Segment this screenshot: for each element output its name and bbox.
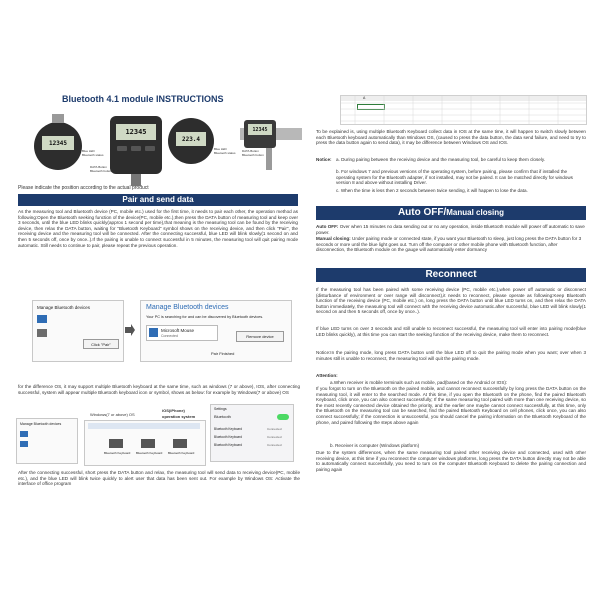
- win-manage-screen: [16, 418, 78, 464]
- mouse-row[interactable]: [146, 325, 218, 341]
- notice-b: b. For windows 7 and previous versions of the operating system, before pairing, please confirm that if installed the operating system for the Bluetooth adapter, if not installed, may not be paired. It can be matched directly for windows version 8 and above without installing Driver.: [336, 169, 573, 186]
- sheet-col-a: A: [363, 96, 366, 100]
- notice-a: a. During pairing between the receiving device and the measuring tool, be careful to keep them closely.: [336, 157, 546, 162]
- win-dev-1: [20, 431, 28, 437]
- device3-label: Blue LED Bluetooth status: [214, 147, 236, 155]
- ios-kb-2: Bluetooth Keyboard: [214, 435, 242, 439]
- ios-kb-3: Bluetooth Keyboard: [214, 443, 242, 447]
- kb-label-2: Bluetooth Keyboard: [136, 451, 163, 455]
- manual-para: [316, 236, 586, 253]
- section-os-body: for the difference OS, it may support multiple Bluetooth keyboard at the same time, such as windows (7 or above), IOS, after connecting successful, system will appear multiple Bluetooth keyboard icon or symbol, shows as below: for example by Windows(7 or above) OS: [18, 384, 300, 395]
- attention-label: Attention:: [316, 373, 338, 378]
- manage-title: Manage Bluetooth devices: [37, 305, 91, 310]
- attention-b: b. Receiver is computer (Windows platform): [330, 443, 420, 448]
- device-tile: [37, 315, 47, 323]
- caliper-jaw: [266, 148, 272, 170]
- dial-stem: [52, 114, 64, 123]
- ios-bt-label: Bluetooth: [214, 414, 231, 419]
- manual-closing-title: Manual closing: [446, 208, 505, 217]
- ios-settings-label: Settings: [214, 407, 227, 411]
- arrow-area: [125, 300, 135, 360]
- auto-off-body: Over when 15 minutes no data sending out or no any operation, inside Bluetooth module will power off automatic to save power.: [316, 224, 585, 235]
- mouse-status: Connected: [161, 334, 178, 338]
- notice-label: Notice:: [316, 157, 332, 162]
- reconnect-p1: If the measuring tool has been paired with some receiving device (PC, mobile etc.),when power off automatic or disconnect (disturbance of environment or over range will disconnect),it needs to reconnect, please operate as following:Keep Bluetooth function of the receiving device (PC, mobile etc.) on, long press the DATA button until blue LED turns on, and then relax the DATA button immediately, the measuring tool will connect with the receiving device automatic.after successful, blue LED will blink slowly(1 second on and then 5 seconds off, once by once..).: [316, 287, 586, 315]
- kb-icon-3: [173, 439, 187, 448]
- pair-finished-note: Pair Finished: [211, 351, 235, 356]
- notice-c: c. When the time is less then 2 seconds between twice sending, it will happen to lose the data.: [336, 188, 528, 193]
- win-keyboards-screen: [84, 420, 206, 466]
- auto-off-title-band: [316, 206, 586, 220]
- attention-a-body: If you forgot to turn on the Bluetooth on the paired mobile, and cannot reconnect successfully by long press the DATA button on the measuring tool, it will enter to the searched mode. At this time, if you open the Bluetooth on the phone, find the paired Bluetooth Keyboard, click once, you can also connect successfully; If the same measuring tool paired with more than one receiving device, so the most recently connected device obtained the priority, and the earlier one maybe cannot connect successfully, at this time, only the Bluetooth on the measuring tool can be searched, find the paired Bluetooth Keyboard on cell phones, click once, you can also connect successfully; if the connection is unsuccessful, you should cancel the pairing information on the Bluetooth Keyboard of the phone, and paired following the steps above again: [316, 386, 586, 425]
- round-lcd: 223.4: [176, 132, 206, 146]
- win-os-label: Windows(7 or above) OS: [90, 412, 135, 417]
- grid-lines: [341, 96, 586, 124]
- ios-kb-1: Bluetooth Keyboard: [214, 427, 242, 431]
- attention-b-body: Due to the system differences, when the same measuring tool paired other receiving device and connected, used with other receiving device, at this time if you reconnect the computer windows platforms, long press the DATA button directly may not be able to automatically connect successfully, you need to turn on the computer Bluetooth Keyboard to delete the pairing connection and pairing again: [316, 450, 586, 472]
- device2-label: DATA Button Bluetooth button: [90, 165, 112, 173]
- remove-device-button[interactable]: Remove device: [236, 331, 284, 342]
- auto-off-title: Auto OFF/: [397, 207, 447, 218]
- add-device-screen: [140, 300, 292, 362]
- click-pair-note[interactable]: Click "Pair": [83, 339, 119, 349]
- dial-lcd: 12345: [42, 136, 74, 150]
- square-btn-3: [145, 146, 155, 151]
- ios-os-label: iOS(iPhone) operation system: [162, 408, 196, 419]
- doc-title: Bluetooth 4.1 module INSTRUCTIONS: [62, 94, 224, 104]
- attention-a: a.When receiver is mobile terminals such as mobile, pad(based on the Android or IOS):: [330, 380, 508, 385]
- spreadsheet-grid: [340, 95, 587, 125]
- mouse-name: Microsoft Mouse: [161, 328, 195, 333]
- explain-text: To be explained is, using multiple Bluetooth Keyboard collect data in IOS at the same time, it will happen to switch slowly between each Bluetooth keyboard automatically than Windows OS, (caused to press the data button, the data send failure, and need to try to press the data button again to send data), it may be difference between Windows OS and IOS.: [316, 129, 586, 146]
- reconnect-title: Reconnect: [316, 268, 586, 282]
- ios-settings-screen: [210, 404, 294, 462]
- auto-off-para: [316, 224, 586, 235]
- indicate-note: Please indicate the position according to the actual product: [18, 185, 149, 191]
- ios-kb-2-status: Connected: [267, 435, 282, 439]
- section-pair-body: As the measuring tool and Bluetooth device (PC, mobile etc.) used for the first time, it needs to pair each other, the operation method as following:Open the Bluetooth seeking function of the device(PC, mobile etc.),then press the DATA button of measuring tool and keep over 3 seconds, until the blue LED blinks quickly(approx 1 second per time),that meaning is the measuring tool can be found by the receiving device, then relax the DATA button, waiting for "Bluetooth Keyboard" symbol shows on the receiving device, and then click "Pair", the receiving device and the measuring tool will be connected. After the connecting successful, blue LED will blink slowly(1 second on and then 5 seconds off, once by once..).If the pairing is unable to connect successful in 5 minutes, the measuring tool will quit pairing mode automatic. Still needs to continue to pair, please repeat the previous operation.: [18, 209, 298, 248]
- caliper-lcd: 12345: [248, 124, 272, 135]
- add-title: Manage Bluetooth devices: [146, 304, 229, 311]
- square-btn-1: [117, 146, 127, 151]
- device4-label: DATA Button Bluetooth button: [242, 149, 264, 157]
- win-manage-title: Manage Bluetooth devices: [20, 422, 62, 426]
- device1-label: Blue LED Bluetooth status: [82, 149, 104, 157]
- mouse-icon: [149, 328, 158, 337]
- reconnect-p2: If blue LED turns on over 3 seconds and still unable to reconnect successful, the measuring tool will enter into pairing mode(blue LED blinks quickly), at this time you can start the seeking function of the receiving device, make them to reconnect.: [316, 326, 586, 337]
- win-dev-2: [20, 441, 28, 447]
- reconnect-p3: Notice:In the pairing mode, long press DATA button until the blue LED off to quit the pairing mode when you want; over when 3 minutes still is unable to reconnect, the measuring tool will quit the pairing mode.: [316, 350, 586, 361]
- square-lcd: 12345: [116, 124, 156, 140]
- kb-label-3: Bluetooth Keyboard: [168, 451, 195, 455]
- device-tile-2: [37, 329, 47, 337]
- right-arrow-icon: [125, 300, 135, 360]
- ios-kb-3-status: Connected: [267, 443, 282, 447]
- ios-kb-1-status: Connected: [267, 427, 282, 431]
- section-send-body: After the connecting successful, short press the DATA button and relax, the measuring tool will send data to receiving device(PC, mobile etc.), and the blue LED will blink twice quickly to alert user that data has been sent out. For example by Windows OS: Activate the interface of office program: [18, 470, 300, 487]
- auto-off-label: Auto OFF:: [316, 224, 339, 229]
- bt-toggle[interactable]: [277, 414, 289, 420]
- kb-label-1: Bluetooth Keyboard: [104, 451, 131, 455]
- devices-illustration: [18, 110, 303, 188]
- kb-icon-1: [109, 439, 123, 448]
- kb-icon-2: [141, 439, 155, 448]
- square-btn-2: [131, 146, 141, 151]
- manual-body: Under pairing mode or connected state, if you want your Bluetooth to sleep, just long press the DATA button for 3 seconds or more until the blue light goes out. Turn off the computer or other mobile phone with Bluetooth function, after disconnection, the Bluetooth module on the gauge will automatically enter dormancy: [316, 236, 582, 253]
- manage-devices-screen: [32, 300, 124, 362]
- win-addressbar: [88, 423, 200, 429]
- section-pair-title: Pair and send data: [18, 194, 298, 206]
- add-sub: Your PC is searching for and can be discovered by Bluetooth devices.: [146, 315, 264, 319]
- manual-label: Manual closing:: [316, 236, 351, 241]
